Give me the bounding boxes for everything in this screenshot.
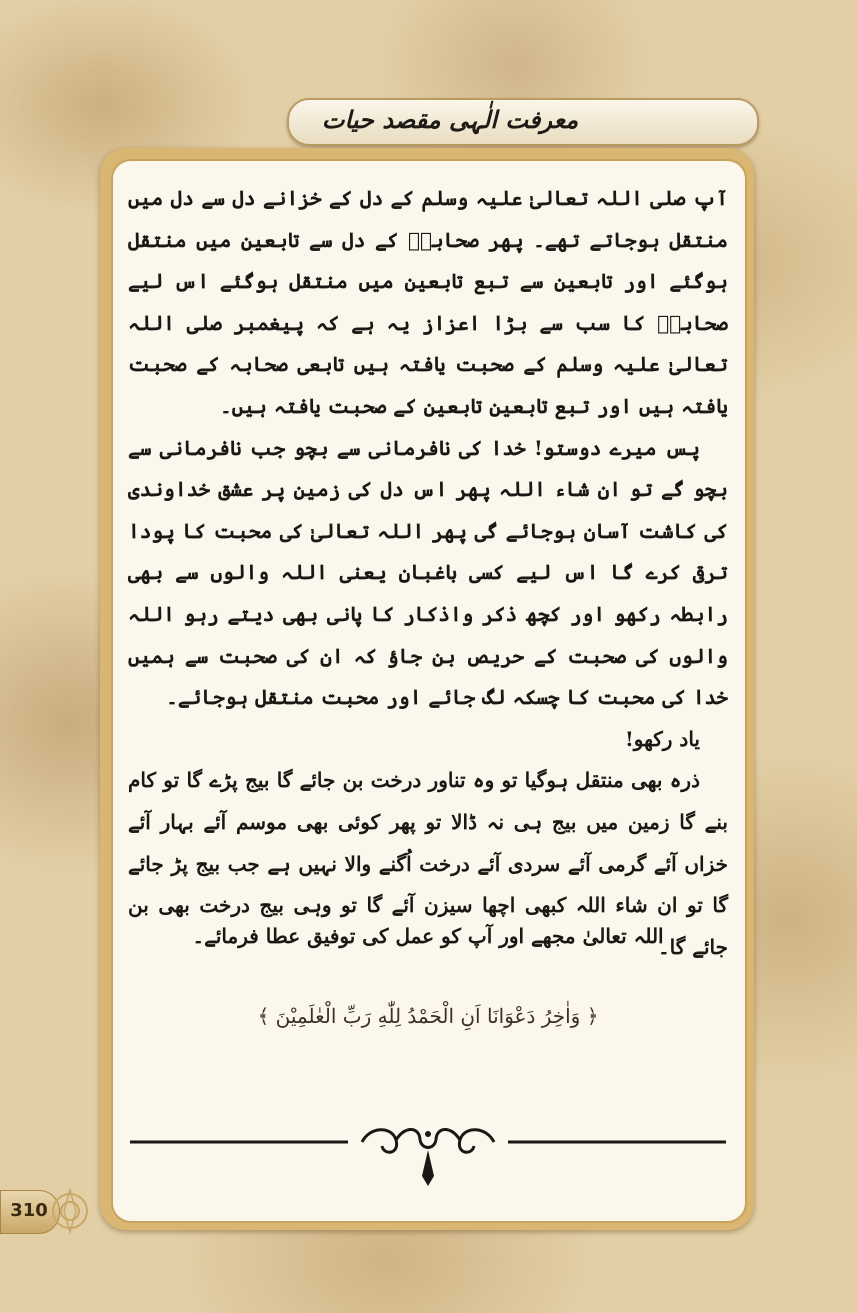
paragraph-4: ذرہ بھی منتقل ہوگیا تو وہ تناور درخت بن جائے گا بیج پڑے گا تو کام بنے گا زمین میں بیج ہی نہ ڈالا تو پھر کوئی بھی موسم آئے بہار آئے خزاں آئے گرمی آئے سردی آئے درخت اُگنے والا نہیں ہے جب بیج پڑ جائے گا تو ان شاء اللہ کبھی اچھا سیزن آئے گا تو وہی بیج درخت بھی بن جائے گا۔ xyxy=(128,768,728,959)
paragraph-3: یاد رکھو! xyxy=(624,726,700,751)
body-text xyxy=(128,178,728,968)
paragraph-2: پس میرے دوستو! خدا کی نافرمانی سے بچو جب نافرمانی سے بچو گے تو ان شاء اللہ پھر اس دل کی زمین پر عشق خداوندی کی کاشت آسان ہوجائے گی پھر اللہ تعالیٰ کی محبت کا پودا ترقی کرے گا اس لیے کسی باغبان یعنی اللہ والوں سے بھی رابطہ رکھو اور کچھ ذکر واذکار کا پانی بھی دیتے رہو اللہ والوں کی صحبت کے حریص بن جاؤ کہ ان کی صحبت سے ہمیں خدا کی محبت کا چسکہ لگ جائے اور محبت منتقل ہوجائے۔ xyxy=(128,435,728,710)
paragraph-1: آپ صلی اللہ تعالیٰ علیہ وسلم کے دل کے خزانے دل سے دل میں منتقل ہوجاتے تھے۔ پھر صحابہؓ کے دل سے تابعین میں منتقل ہوگئے اور تابعین سے تبع تابعین میں منتقل ہوگئے اس لیے صحابہؓ کا سب سے بڑا اعزاز یہ ہے کہ پیغمبر صلی اللہ تعالیٰ علیہ وسلم کے صحبت یافتہ ہیں تابعی صحابہ کے صحبت یافتہ ہیں اور تبع تابعین تابعین کے صحبت یافتہ ہیں۔ xyxy=(128,186,728,418)
closing-dua: اللہ تعالیٰ مجھے اور آپ کو عمل کی توفیق عطا فرمائے۔ xyxy=(192,924,664,948)
closing-verse: ﴿ وَاٰخِرُ دَعْوَانَا اَنِ الْحَمْدُ لِلّٰهِ رَبِّ الْعٰلَمِيْنَ ﴾ xyxy=(257,1004,599,1028)
page-ornament-icon xyxy=(52,1186,98,1236)
page-number: 310 xyxy=(10,1200,48,1221)
ornamental-divider xyxy=(130,1120,726,1190)
chapter-title: معرفت الٰہی مقصد حیات xyxy=(321,105,579,134)
